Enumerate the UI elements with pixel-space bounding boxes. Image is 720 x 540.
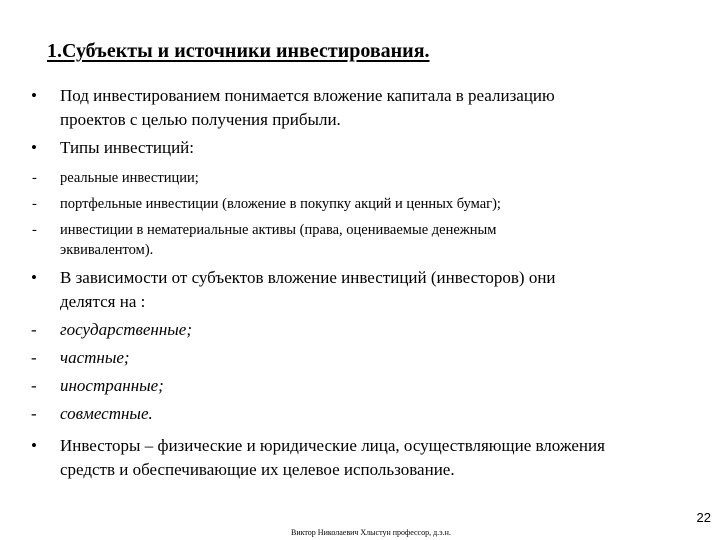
bullet-icon: • <box>31 268 37 287</box>
dash-icon: - <box>31 320 37 339</box>
subjects-line-2: делятся на : <box>60 292 146 311</box>
footer-author: Виктор Николаевич Хлыстун профессор, д.э.н. <box>291 528 451 537</box>
type-intangible-line-1: инвестиции в нематериальные активы (права, оцениваемые денежным <box>60 222 497 238</box>
subject-private: частные; <box>60 348 130 367</box>
investors-line-1: Инвесторы – физические и юридические лица, осуществляющие вложения <box>60 436 605 455</box>
dash-icon: - <box>31 376 37 395</box>
type-portfolio: портфельные инвестиции (вложение в покупку акций и ценных бумаг); <box>60 196 501 212</box>
page-number: 22 <box>696 510 711 525</box>
bullet-icon: • <box>31 436 37 455</box>
subjects-line-1: В зависимости от субъектов вложение инвестиций (инвесторов) они <box>60 268 556 287</box>
type-intangible-line-2: эквивалентом). <box>60 242 154 258</box>
dash-icon: - <box>32 196 37 212</box>
subject-foreign: иностранные; <box>60 376 164 395</box>
subject-state: государственные; <box>60 320 192 339</box>
slide-title: 1.Субъекты и источники инвестирования. <box>47 40 430 62</box>
investors-line-2: средств и обеспечивающие их целевое использование. <box>60 460 455 479</box>
dash-icon: - <box>31 348 37 367</box>
subject-joint: совместные. <box>60 404 153 423</box>
type-real: реальные инвестиции; <box>60 170 199 186</box>
dash-icon: - <box>32 170 37 186</box>
definition-line-2: проектов с целью получения прибыли. <box>60 110 341 129</box>
dash-icon: - <box>31 404 37 423</box>
types-heading: Типы инвестиций: <box>60 138 195 157</box>
dash-icon: - <box>32 222 37 238</box>
definition-line-1: Под инвестированием понимается вложение капитала в реализацию <box>60 86 555 105</box>
bullet-icon: • <box>31 86 37 105</box>
bullet-icon: • <box>31 138 37 157</box>
